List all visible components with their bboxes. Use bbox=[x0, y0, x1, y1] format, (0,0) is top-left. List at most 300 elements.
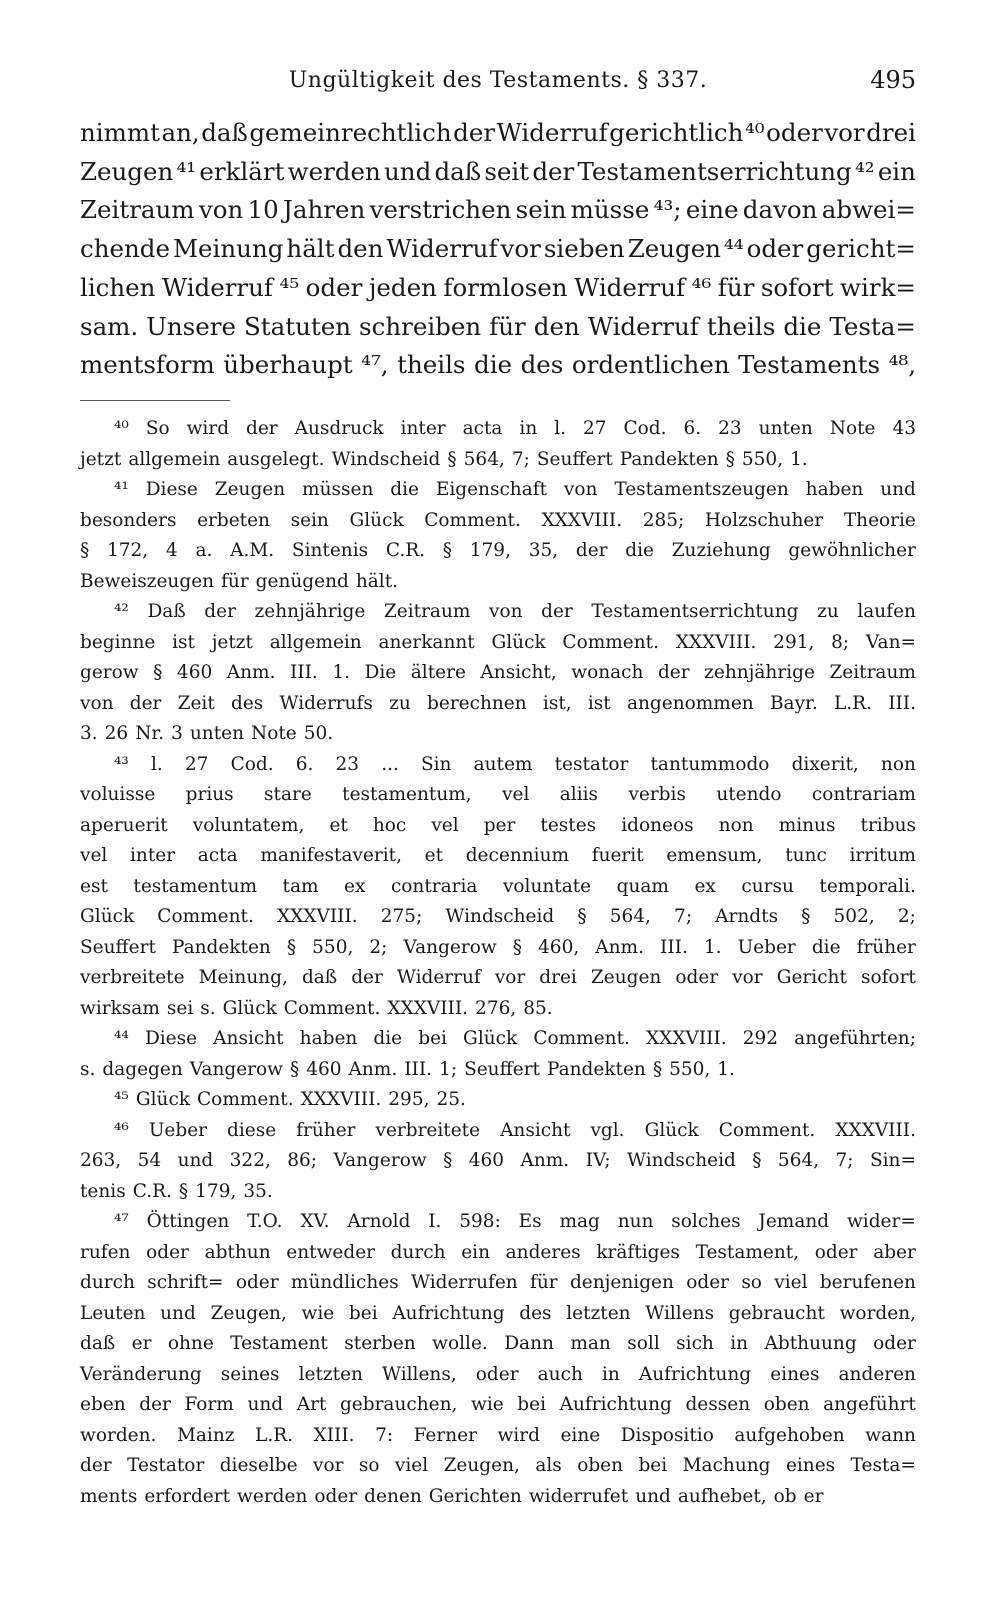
word: 564, bbox=[609, 906, 651, 927]
word: § bbox=[801, 906, 811, 927]
word: Jahren bbox=[283, 195, 366, 225]
word: jeden bbox=[368, 272, 437, 302]
word: tunc bbox=[785, 845, 827, 866]
word: sein bbox=[290, 509, 329, 531]
word: ob bbox=[773, 1485, 797, 1507]
word: allgemein bbox=[128, 448, 221, 470]
footnote-line bbox=[80, 475, 916, 506]
word: ist bbox=[172, 631, 195, 653]
word: temporali. bbox=[819, 875, 916, 897]
word: von bbox=[80, 692, 114, 714]
word: Comment. bbox=[718, 1119, 816, 1141]
word: 598: bbox=[459, 1211, 501, 1232]
word: Machung bbox=[682, 1455, 771, 1476]
word: 460 bbox=[468, 1150, 505, 1171]
word: 85. bbox=[523, 997, 553, 1019]
word: autem bbox=[473, 753, 533, 775]
word: ⁴⁵ bbox=[279, 272, 300, 302]
word: 2; bbox=[369, 936, 388, 958]
word: daß bbox=[301, 967, 338, 988]
word: cursu bbox=[741, 875, 794, 897]
word: durch bbox=[390, 1241, 446, 1263]
word: wider= bbox=[846, 1211, 916, 1232]
word: die bbox=[625, 540, 654, 561]
footnote-line bbox=[80, 658, 916, 689]
word: vor bbox=[500, 234, 541, 264]
word: wirksam bbox=[80, 997, 160, 1019]
word: erklärt bbox=[199, 156, 285, 186]
word: Anm. bbox=[348, 1058, 398, 1080]
word: Form bbox=[184, 1394, 234, 1415]
word: eines bbox=[785, 1455, 836, 1476]
word: emensum, bbox=[666, 845, 763, 866]
word: eine bbox=[560, 1424, 601, 1446]
word: Sin bbox=[420, 753, 452, 775]
word: viel bbox=[774, 1272, 808, 1293]
word: der bbox=[575, 540, 608, 561]
word: eben bbox=[80, 1394, 126, 1415]
word: ordentlichen bbox=[571, 350, 730, 380]
word: seit bbox=[484, 156, 530, 186]
word: gebraucht bbox=[728, 1302, 825, 1324]
word: zehnjährige bbox=[254, 601, 366, 622]
word: 564, bbox=[463, 448, 505, 470]
word: lichen bbox=[80, 272, 156, 302]
footnote-line bbox=[80, 1238, 916, 1269]
footnote-line bbox=[80, 1055, 916, 1086]
word: bei bbox=[348, 1302, 378, 1324]
word: für bbox=[489, 311, 526, 341]
word: der bbox=[453, 118, 496, 147]
word: Ausdruck bbox=[294, 418, 384, 439]
word: für bbox=[530, 1272, 558, 1293]
word: C.R. bbox=[385, 540, 426, 561]
word: 7; bbox=[835, 1150, 854, 1171]
body-line bbox=[80, 114, 916, 153]
word: berufenen bbox=[819, 1272, 916, 1293]
word: manifestaverit, bbox=[260, 845, 402, 866]
word: Bayr. bbox=[769, 692, 818, 714]
word: testes bbox=[540, 814, 597, 836]
word: Glück bbox=[80, 906, 135, 927]
word: solches bbox=[671, 1211, 741, 1232]
word: 86; bbox=[287, 1150, 318, 1171]
word: der bbox=[541, 601, 573, 622]
word: Seuffert bbox=[464, 1058, 540, 1080]
word: Zeitraum bbox=[80, 195, 195, 225]
word: der bbox=[204, 601, 236, 622]
word: irritum bbox=[849, 845, 916, 866]
word: aufgehoben bbox=[734, 1424, 845, 1446]
word: haben bbox=[299, 1028, 358, 1049]
footnote-line bbox=[80, 567, 916, 598]
word: 550, bbox=[669, 1058, 711, 1080]
word: Zeitraum bbox=[383, 601, 471, 622]
word: § bbox=[447, 448, 457, 470]
word: ⁴¹ bbox=[176, 156, 197, 186]
word: prius bbox=[185, 784, 234, 805]
word: verstrichen bbox=[369, 195, 512, 225]
running-head-title: Ungültigkeit des Testaments. § 337. bbox=[288, 68, 708, 93]
word: Ueber bbox=[737, 936, 796, 958]
word: aber bbox=[873, 1241, 916, 1263]
footnote-line bbox=[80, 719, 916, 750]
word: Zeugen, bbox=[210, 1302, 287, 1324]
word: 35, bbox=[528, 540, 559, 561]
word: angeführt bbox=[823, 1394, 916, 1415]
word: § bbox=[652, 1058, 663, 1080]
word: Anm. bbox=[226, 662, 276, 683]
word: Gerichten bbox=[428, 1485, 522, 1507]
footnote-line bbox=[80, 1299, 916, 1330]
body-line bbox=[80, 230, 916, 269]
word: Note bbox=[829, 418, 876, 439]
word: 564, bbox=[777, 1150, 820, 1171]
word: man bbox=[570, 1333, 611, 1354]
word: er bbox=[131, 1333, 152, 1354]
word: Seuffert bbox=[536, 448, 613, 470]
word: 7: bbox=[375, 1424, 394, 1446]
footnote-line bbox=[80, 780, 916, 811]
word: sofort bbox=[860, 967, 916, 988]
word: jetzt bbox=[80, 448, 122, 470]
footnote-line bbox=[80, 1390, 916, 1421]
word: Comment. bbox=[283, 997, 381, 1019]
body-line bbox=[80, 153, 916, 192]
footnote-line bbox=[80, 1116, 916, 1147]
word: Van= bbox=[865, 631, 916, 653]
word: § bbox=[178, 1180, 189, 1202]
word: den bbox=[533, 311, 580, 341]
word: zu bbox=[389, 692, 411, 714]
word: 460 bbox=[176, 662, 213, 683]
word: hält bbox=[286, 234, 335, 264]
word: Glück bbox=[349, 509, 404, 531]
word: Widerruf bbox=[587, 311, 699, 341]
word: voluntatem, bbox=[192, 814, 305, 836]
word: oben bbox=[577, 1455, 624, 1476]
word: Vangerow bbox=[333, 1150, 427, 1171]
word: 172, bbox=[106, 540, 149, 561]
word: Arndts bbox=[715, 906, 779, 927]
word: tam bbox=[282, 875, 319, 897]
word: vel bbox=[80, 845, 108, 866]
word: s. bbox=[200, 997, 216, 1019]
word: gerow bbox=[80, 662, 139, 683]
word: haben bbox=[805, 479, 864, 500]
word: vor bbox=[494, 967, 526, 988]
word: a. bbox=[195, 540, 213, 561]
word: 27 bbox=[583, 418, 607, 439]
word: tenis bbox=[80, 1180, 126, 1202]
footnote-line bbox=[80, 902, 916, 933]
word: theils bbox=[397, 350, 466, 380]
word: vor bbox=[824, 118, 865, 147]
word: Comment. bbox=[197, 1089, 294, 1110]
word: der bbox=[129, 692, 162, 714]
word: Theorie bbox=[843, 509, 916, 531]
word: L.R. bbox=[833, 692, 872, 714]
word: § bbox=[153, 662, 163, 683]
word: 1. bbox=[717, 1058, 735, 1080]
footnote-line bbox=[80, 872, 916, 903]
word: so bbox=[741, 1272, 762, 1293]
word: müssen bbox=[302, 479, 374, 500]
footnote-line bbox=[80, 445, 916, 476]
word: gewöhnlicher bbox=[788, 540, 916, 561]
word: Die bbox=[364, 662, 397, 683]
word: oder bbox=[235, 1272, 279, 1293]
word: oder bbox=[475, 1363, 519, 1385]
word: dagegen bbox=[102, 1058, 183, 1080]
word: Cod. bbox=[230, 753, 274, 775]
word: XXXVIII. bbox=[300, 1089, 382, 1110]
word: 7; bbox=[511, 448, 530, 470]
word: Glück bbox=[463, 1028, 518, 1049]
word: anerkannt bbox=[378, 631, 475, 653]
word: Comment. bbox=[157, 906, 254, 927]
word: Beweiszeugen bbox=[80, 570, 215, 592]
word: s. bbox=[80, 1058, 96, 1080]
word: zehnjährige bbox=[704, 662, 815, 683]
word: mentsform bbox=[80, 350, 215, 380]
word: 263, bbox=[80, 1150, 122, 1171]
word: XXXVIII. bbox=[541, 509, 623, 531]
word: 10 bbox=[247, 195, 279, 225]
word: gerichtlich bbox=[609, 118, 744, 147]
word: testamentum bbox=[133, 875, 258, 897]
word: 295, bbox=[388, 1089, 430, 1110]
word: XV. bbox=[300, 1211, 330, 1232]
word: der bbox=[657, 662, 690, 683]
word: ⁴³; bbox=[653, 195, 682, 225]
word: dixerit, bbox=[791, 753, 859, 775]
word: Note bbox=[251, 723, 297, 744]
body-line bbox=[80, 269, 916, 308]
word: denjenigen bbox=[569, 1272, 674, 1293]
word: in bbox=[730, 1333, 749, 1354]
word: die bbox=[390, 479, 419, 500]
word: wird bbox=[186, 418, 230, 439]
footnote-line bbox=[80, 536, 916, 567]
word: ist, bbox=[542, 692, 572, 714]
word: gemeinrechtlich bbox=[249, 118, 452, 147]
word: Willens, bbox=[382, 1363, 457, 1385]
word: § bbox=[752, 1150, 762, 1171]
word: 460, bbox=[538, 936, 580, 958]
word: Ferner bbox=[413, 1424, 477, 1446]
word: 502, bbox=[833, 906, 875, 927]
word: Pandekten bbox=[619, 448, 719, 470]
footnote-line bbox=[80, 811, 916, 842]
word: besonders bbox=[80, 509, 177, 531]
word: Daß bbox=[147, 601, 186, 622]
word: denen bbox=[364, 1485, 422, 1507]
word: 179, bbox=[469, 540, 511, 561]
word: mündliches bbox=[290, 1272, 399, 1293]
word: Mainz bbox=[176, 1424, 235, 1446]
footnote-line bbox=[80, 1207, 916, 1238]
word: verbis bbox=[628, 784, 686, 805]
word: sei bbox=[166, 997, 194, 1019]
word: voluntate bbox=[502, 875, 592, 897]
word: aperuerit bbox=[80, 814, 168, 836]
word: quam bbox=[616, 875, 669, 897]
footnote-line bbox=[80, 1482, 916, 1513]
word: und bbox=[635, 1485, 671, 1507]
word: früher bbox=[296, 1119, 356, 1141]
word: Testator bbox=[127, 1455, 205, 1476]
word: Anm. bbox=[520, 1150, 570, 1171]
word: als bbox=[535, 1455, 562, 1476]
word: ein bbox=[877, 156, 916, 186]
word: Testamentserrichtung bbox=[577, 156, 852, 186]
word: Unsere bbox=[146, 311, 236, 341]
word: IV; bbox=[585, 1150, 611, 1171]
word: der bbox=[139, 1394, 171, 1415]
word: gebrauchen, bbox=[339, 1394, 458, 1415]
footnote-line bbox=[80, 1268, 916, 1299]
word: von bbox=[198, 195, 244, 225]
word: Zeugen bbox=[627, 234, 721, 264]
footnotes bbox=[80, 414, 916, 1512]
footnote-line bbox=[80, 750, 916, 781]
word: 550, bbox=[312, 936, 354, 958]
word: überhaupt bbox=[223, 350, 353, 380]
word: XXXVIII. bbox=[645, 1028, 727, 1049]
word: bei bbox=[517, 1394, 547, 1415]
word: daß bbox=[434, 156, 482, 186]
word: der bbox=[246, 418, 278, 439]
word: so bbox=[358, 1455, 380, 1476]
word: est bbox=[80, 875, 108, 897]
word: werden bbox=[287, 156, 381, 186]
word: daß bbox=[201, 118, 248, 147]
word: kräftiges bbox=[596, 1241, 680, 1263]
word: XXXVIII. bbox=[387, 997, 469, 1019]
word: bei bbox=[638, 1455, 668, 1476]
word: die bbox=[811, 936, 841, 958]
word: den bbox=[337, 234, 384, 264]
word: § bbox=[725, 448, 735, 470]
word: die bbox=[373, 1028, 403, 1049]
word: 275; bbox=[380, 906, 423, 927]
footnote-line bbox=[80, 628, 916, 659]
word: 8; bbox=[831, 631, 850, 653]
word: T.O. bbox=[247, 1211, 283, 1232]
word: utendo bbox=[716, 784, 782, 805]
word: worden. bbox=[80, 1424, 157, 1446]
word: § bbox=[512, 936, 522, 958]
word: Art bbox=[296, 1394, 327, 1415]
word: Arnold bbox=[347, 1211, 411, 1232]
word: jetzt bbox=[211, 631, 253, 653]
word: C.R. bbox=[132, 1180, 172, 1202]
word: Pandekten bbox=[171, 936, 271, 958]
word: ⁴⁶ bbox=[114, 1119, 129, 1141]
word: dessen bbox=[685, 1394, 751, 1415]
word: wann bbox=[865, 1424, 916, 1446]
word: auch bbox=[537, 1363, 583, 1385]
word: ein bbox=[461, 1241, 490, 1263]
word: chende bbox=[80, 234, 170, 264]
word: et bbox=[424, 845, 444, 866]
word: seines bbox=[220, 1363, 280, 1385]
word: sich bbox=[676, 1333, 714, 1354]
footnote-separator bbox=[80, 400, 230, 401]
word: unten bbox=[189, 723, 245, 744]
word: soll bbox=[627, 1333, 660, 1354]
word: worden, bbox=[839, 1302, 916, 1324]
word: nimmt bbox=[80, 118, 160, 147]
footnote-line bbox=[80, 1451, 916, 1482]
word: 1. bbox=[332, 662, 350, 683]
word: er bbox=[803, 1485, 824, 1507]
footnote-line bbox=[80, 506, 916, 537]
word: ausgelegt. bbox=[227, 448, 325, 470]
word: Widerruf bbox=[386, 234, 498, 264]
word: ... bbox=[381, 753, 399, 775]
word: abwei= bbox=[821, 195, 916, 225]
word: Testament, bbox=[695, 1241, 800, 1263]
word: contrariam bbox=[811, 784, 916, 805]
word: Testamentserrichtung bbox=[591, 601, 799, 622]
word: zu bbox=[817, 601, 839, 622]
word: Sintenis bbox=[291, 540, 369, 561]
word: idoneos bbox=[621, 814, 694, 836]
word: und bbox=[384, 156, 432, 186]
word: Dispositio bbox=[620, 1424, 714, 1446]
word: Glück bbox=[491, 631, 546, 653]
word: beginne bbox=[80, 631, 156, 653]
word: Meinung, bbox=[198, 967, 288, 988]
word: allgemein bbox=[269, 631, 362, 653]
word: Cod. bbox=[623, 418, 667, 439]
word: I. bbox=[428, 1211, 442, 1232]
word: des bbox=[519, 1302, 552, 1324]
word: ⁴⁷, bbox=[361, 350, 389, 380]
word: 550, bbox=[741, 448, 784, 470]
word: oder bbox=[305, 272, 363, 302]
word: bei bbox=[418, 1028, 447, 1049]
main-text bbox=[80, 114, 916, 385]
word: Diese bbox=[144, 1028, 198, 1049]
word: vor bbox=[313, 1455, 344, 1476]
word: oder bbox=[146, 1241, 189, 1263]
word: ⁴⁸, bbox=[888, 350, 916, 380]
word: sterben bbox=[344, 1333, 416, 1354]
footnote-line bbox=[80, 689, 916, 720]
word: et bbox=[329, 814, 348, 836]
word: oder bbox=[675, 967, 719, 988]
word: ⁴⁶ bbox=[691, 272, 712, 302]
word: Willens bbox=[645, 1302, 715, 1324]
word: 4 bbox=[165, 540, 178, 561]
body-line bbox=[80, 346, 916, 385]
word: Abthuung bbox=[764, 1333, 857, 1354]
word: hoc bbox=[372, 814, 407, 836]
word: 27 bbox=[184, 753, 209, 775]
word: der bbox=[80, 1455, 112, 1476]
word: 3. bbox=[80, 723, 98, 744]
word: III. bbox=[404, 1058, 433, 1080]
word: des bbox=[520, 350, 564, 380]
body-line bbox=[80, 308, 916, 347]
word: III. bbox=[888, 692, 916, 714]
word: und bbox=[880, 479, 916, 500]
word: nun bbox=[617, 1211, 654, 1232]
word: § bbox=[289, 1058, 300, 1080]
